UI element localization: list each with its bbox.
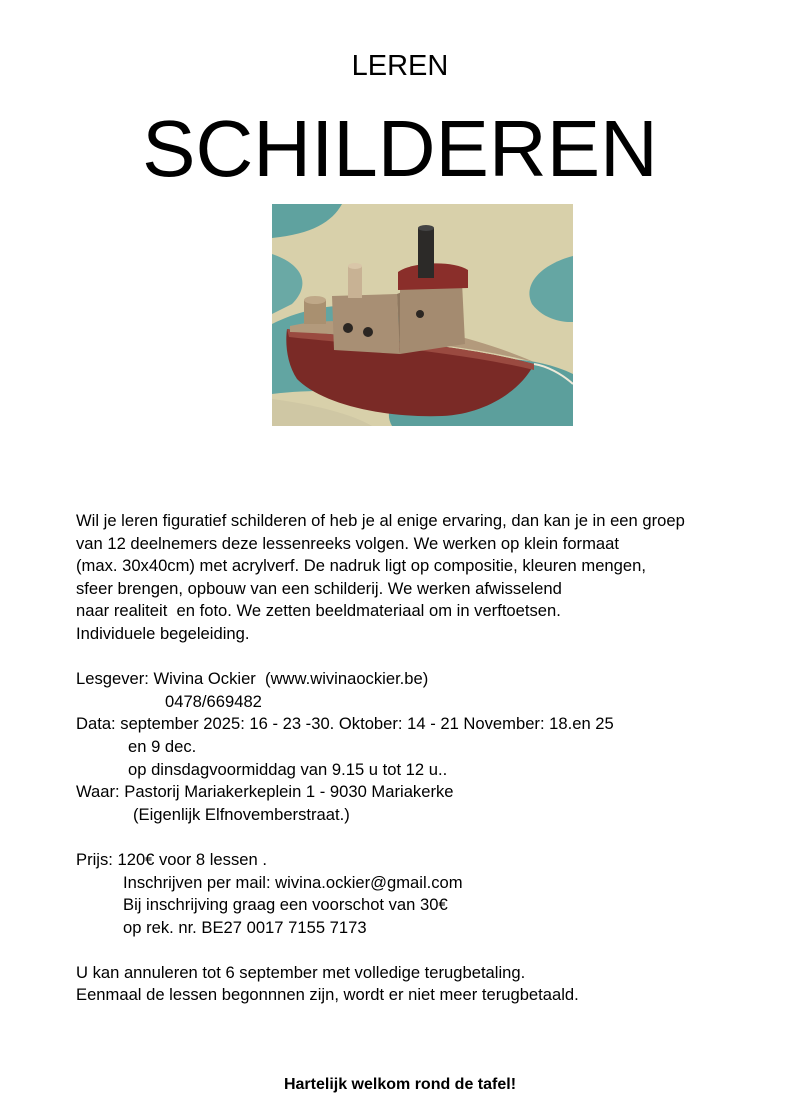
intro-line: (max. 30x40cm) met acrylverf. De nadruk ligt op compositie, kleuren mengen, xyxy=(76,556,646,576)
intro-line: naar realiteit en foto. We zetten beeldmateriaal om in verftoetsen. xyxy=(76,601,561,621)
footer-welcome: Hartelijk welkom rond de tafel! xyxy=(283,1076,517,1093)
location-note-line: (Eigenlijk Elfnovemberstraat.) xyxy=(133,804,350,824)
location-line: Waar: Pastorij Mariakerkeplein 1 - 9030 Mariakerke xyxy=(76,782,454,802)
dates-cont-line: en 9 dec. xyxy=(128,736,197,756)
intro-line: Individuele begeleiding. xyxy=(76,623,250,643)
price-line: Prijs: 120€ voor 8 lessen . xyxy=(76,849,267,869)
body-text xyxy=(76,510,776,1007)
cancellation-line: U kan annuleren tot 6 september met volledige terugbetaling. xyxy=(76,962,526,982)
register-line: Inschrijven per mail: wivina.ockier@gmail.com xyxy=(123,872,463,892)
phone-line: 0478/669482 xyxy=(165,691,262,711)
intro-line: van 12 deelnemers deze lessenreeks volgen. We werken op klein formaat xyxy=(76,533,619,553)
time-line: op dinsdagvoormiddag van 9.15 u tot 12 u.. xyxy=(128,759,448,779)
teacher-line: Lesgever: Wivina Ockier (www.wivinaockier.be) xyxy=(76,669,429,689)
account-line: op rek. nr. BE27 0017 7155 7173 xyxy=(123,917,367,937)
intro-line: sfeer brengen, opbouw van een schilderij. We werken afwisselend xyxy=(76,578,562,598)
deposit-line: Bij inschrijving graag een voorschot van 30€ xyxy=(123,895,448,915)
dates-line: Data: september 2025: 16 - 23 -30. Oktober: 14 - 21 November: 18.en 25 xyxy=(76,714,614,734)
boat-painting xyxy=(272,204,573,426)
page-title-small: LEREN xyxy=(351,50,449,82)
boat-painting-icon xyxy=(272,204,573,426)
intro-line: Wil je leren figuratief schilderen of heb je al enige ervaring, dan kan je in een groep xyxy=(76,511,685,530)
page-title: SCHILDEREN xyxy=(142,104,658,193)
cancellation-line: Eenmaal de lessen begonnnen zijn, wordt er niet meer terugbetaald. xyxy=(76,985,579,1005)
